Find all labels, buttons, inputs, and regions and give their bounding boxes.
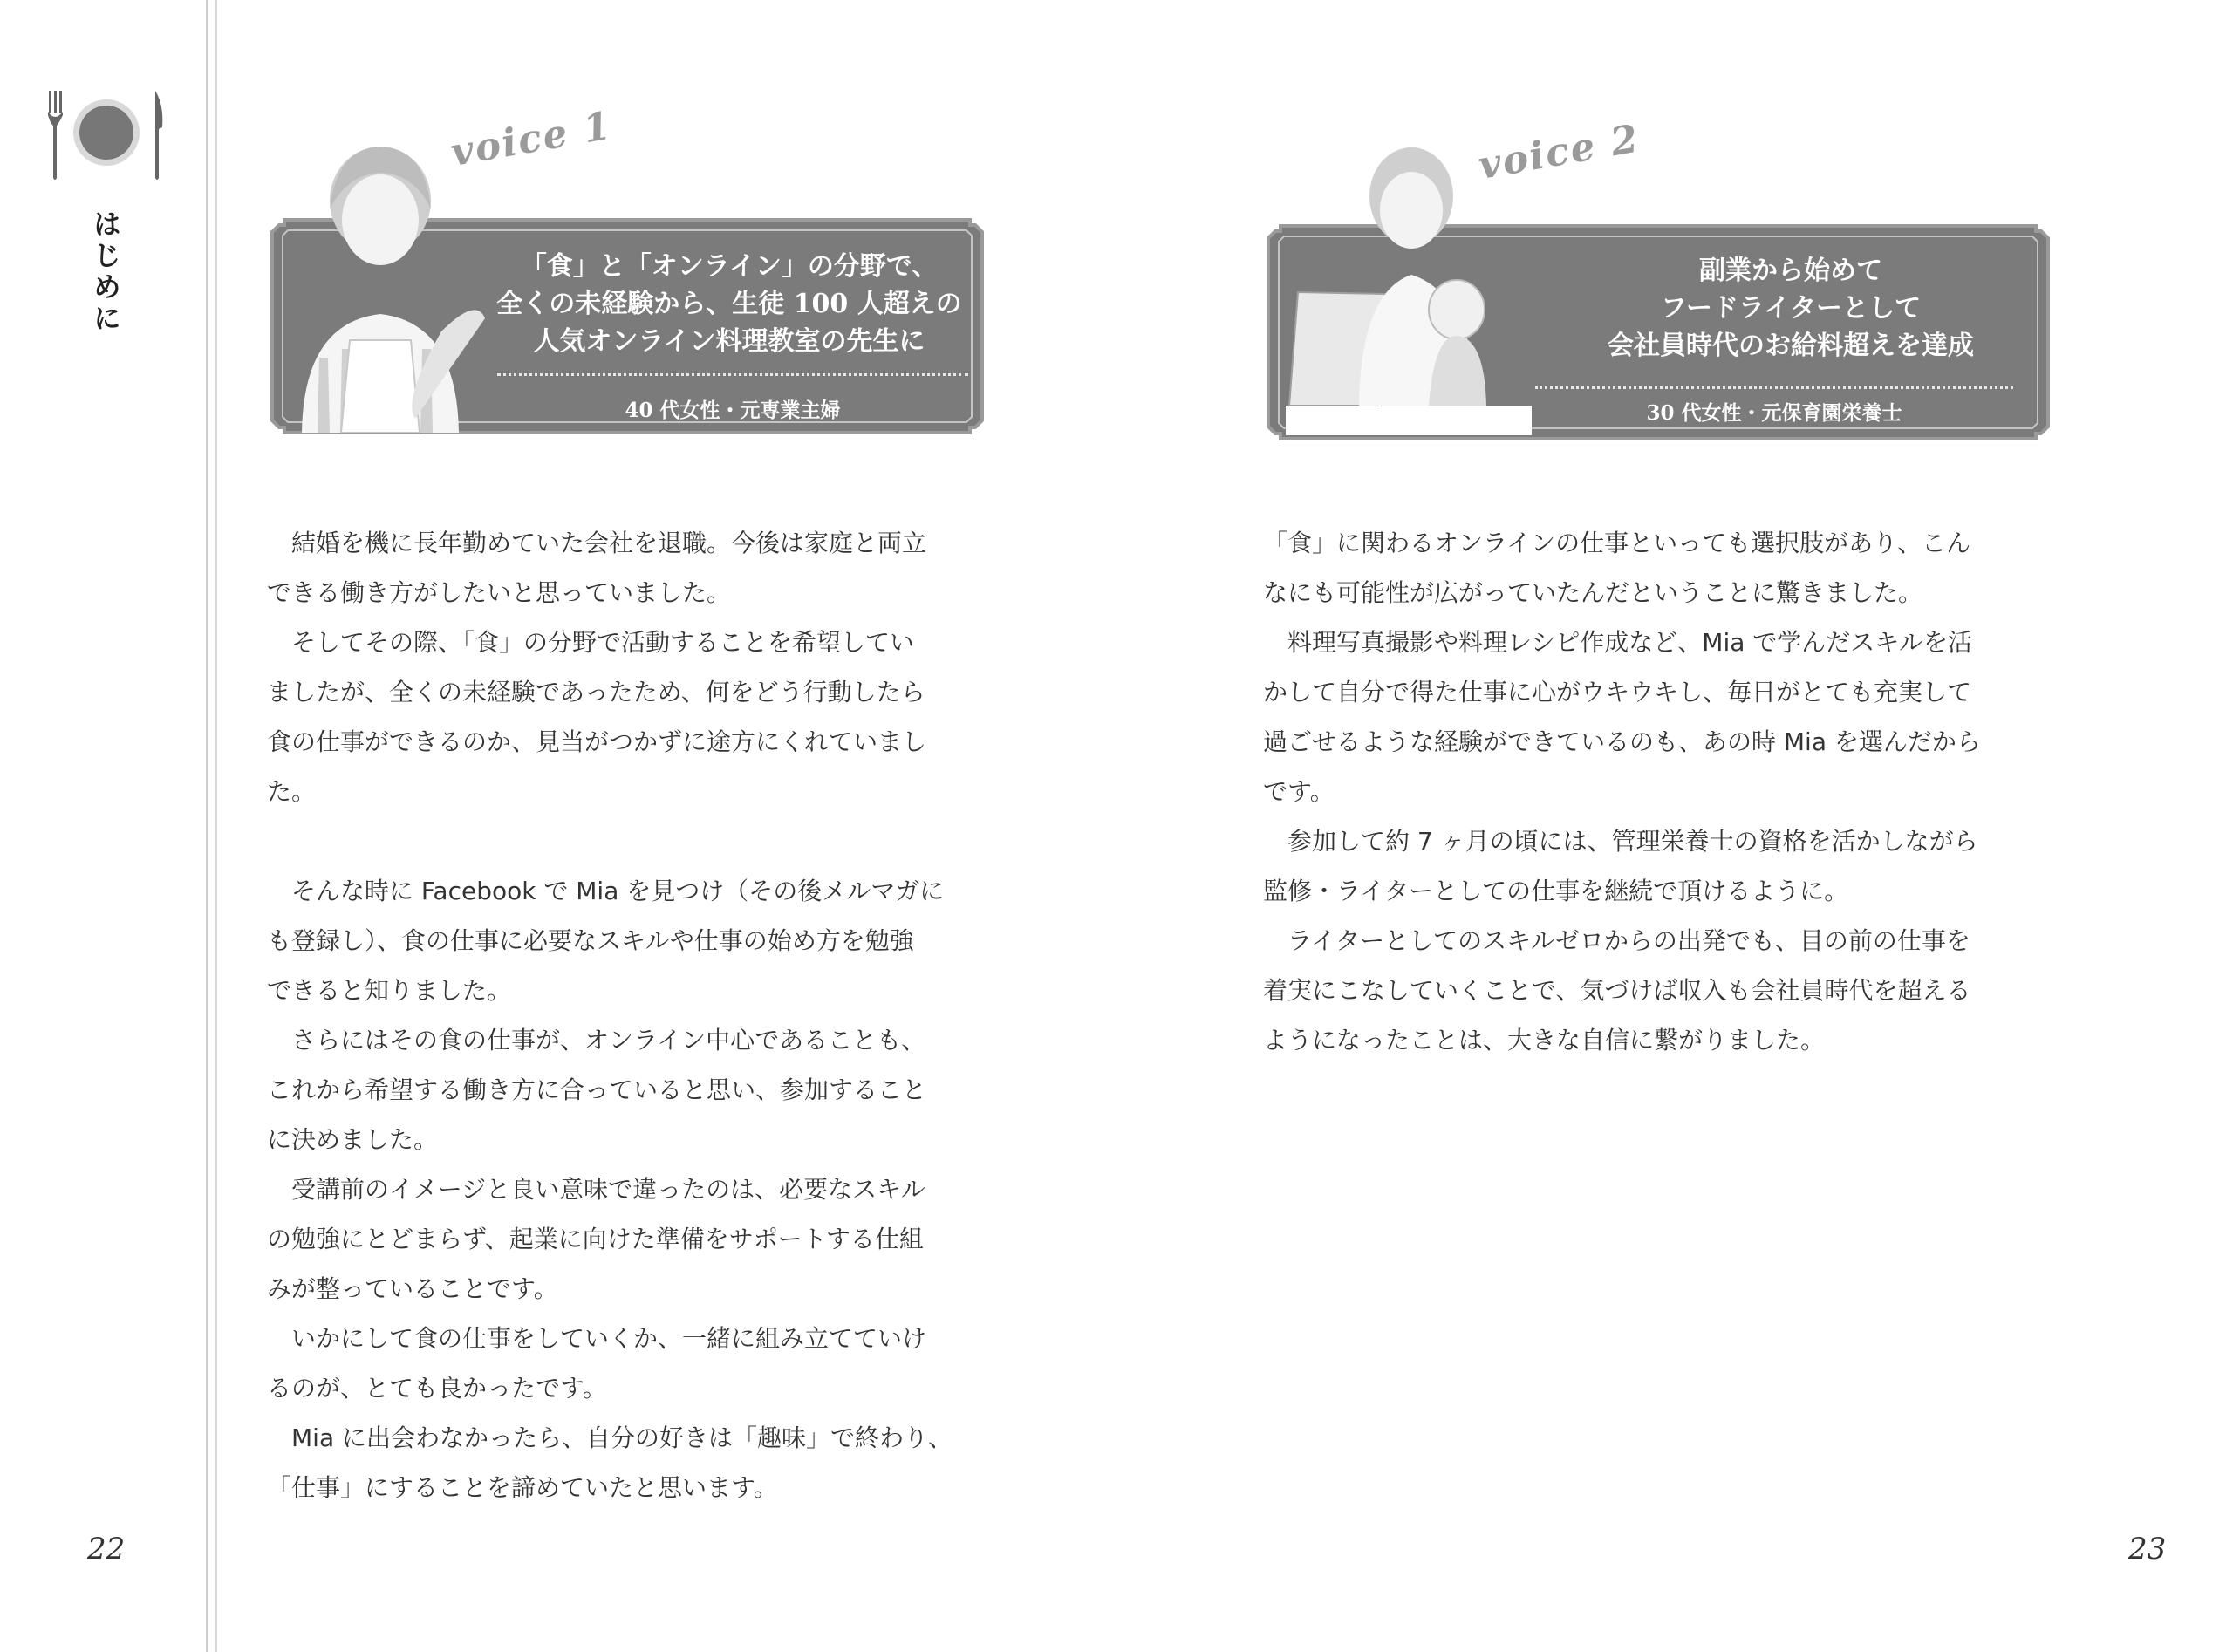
voice-headline-line: 人気オンライン料理教室の先生に [533, 326, 925, 357]
body-line: です。 [1263, 777, 1335, 806]
voice-headline-line: 全くの未経験から、生徒 100 人超えの [496, 289, 962, 319]
body-line: なにも可能性が広がっていたんだということに驚きました。 [1263, 578, 1923, 607]
body-line: 食の仕事ができるのか、見当がつかずに途方にくれていまし [267, 727, 927, 756]
binding-rule-outer [215, 0, 217, 1652]
body-line: さらにはその食の仕事が、オンライン中心であることも、 [267, 1026, 926, 1055]
voice-headline-line: 副業から始めて [1699, 256, 1882, 286]
body-line: 「食」に関わるオンラインの仕事といっても選択肢があり、こん [1263, 529, 1971, 557]
voice-headline-line: 「食」と「オンライン」の分野で、 [520, 251, 939, 282]
body-line: みが整っていることです。 [267, 1274, 558, 1303]
voice-divider-1 [497, 373, 968, 376]
body-line: た。 [267, 777, 317, 806]
body-line: 結婚を機に長年勤めていた会社を退職。今後は家庭と両立 [267, 529, 927, 557]
body-line: の勉強にとどまらず、起業に向けた準備をサポートする仕組 [267, 1225, 924, 1253]
voice-tag-1: voice 1 [447, 103, 616, 175]
voice-headline-2 [1533, 252, 2048, 365]
voice-profile-1: 40 代女性・元専業主婦 [625, 399, 841, 422]
body-line: Mia に出会わなかったら、自分の好きは「趣味」で終わり、 [267, 1423, 953, 1452]
body-line: 過ごせるような経験ができているのも、あの時 Mia を選んだから [1263, 727, 1981, 756]
body-line: ようになったことは、大きな自信に繋がりました。 [1263, 1026, 1826, 1055]
body-blank-line [267, 816, 1017, 866]
voice-headline-line: 会社員時代のお給料超えを達成 [1608, 331, 1974, 361]
body-line: いかにして食の仕事をしていくか、一緒に組み立てていけ [267, 1324, 927, 1353]
body-line: 着実にこなしていくことで、気づけば収入も会社員時代を超える [1263, 976, 1971, 1005]
voice-card-1 [267, 103, 991, 454]
section-label: はじめに [89, 209, 122, 335]
body-line: できると知りました。 [267, 976, 512, 1005]
body-line: これから希望する働き方に合っていると思い、参加すること [267, 1075, 927, 1104]
body-line: るのが、とても良かったです。 [267, 1374, 607, 1403]
binding-rule [206, 0, 208, 1652]
body-text-left [267, 518, 1017, 1512]
voice-divider-2 [1535, 386, 2013, 389]
body-text-right [1263, 518, 2048, 1065]
body-line: かして自分で得た仕事に心がウキウキし、毎日がとても充実して [1263, 678, 1972, 707]
voice-card-2 [1263, 116, 2057, 462]
page-number-left: 22 [87, 1532, 126, 1567]
voice-headline-line: フードライターとして [1660, 293, 1922, 324]
voice-profile-2: 30 代女性・元保育園栄養士 [1646, 401, 1902, 425]
voice-headline-1 [476, 248, 982, 360]
body-line: ましたが、全くの未経験であったため、何をどう行動したら [267, 678, 925, 707]
body-line: 監修・ライターとしての仕事を継続で頂けるように。 [1263, 877, 1849, 905]
page-number-right: 23 [2128, 1532, 2167, 1567]
body-line: 「仕事」にすることを諦めていたと思います。 [267, 1473, 778, 1502]
voice-tag-2: voice 2 [1475, 116, 1643, 188]
body-line: ライターとしてのスキルゼロからの出発でも、目の前の仕事を [1263, 926, 1970, 955]
body-line: も登録し）、食の仕事に必要なスキルや仕事の始め方を勉強 [267, 926, 914, 955]
plate-fork-knife-icon [45, 87, 167, 183]
body-line: 料理写真撮影や料理レシピ作成など、Mia で学んだスキルを活 [1263, 628, 1973, 657]
body-line: そんな時に Facebook で Mia を見つけ（その後メルマガに [267, 877, 945, 905]
body-line: できる働き方がしたいと思っていました。 [267, 578, 732, 607]
body-line: 参加して約 7 ヶ月の頃には、管理栄養士の資格を活かしながら [1263, 827, 1978, 856]
body-line: そしてその際、「食」の分野で活動することを希望してい [267, 628, 915, 657]
body-line: に決めました。 [267, 1125, 439, 1154]
body-line: 受講前のイメージと良い意味で違ったのは、必要なスキル [267, 1175, 925, 1204]
